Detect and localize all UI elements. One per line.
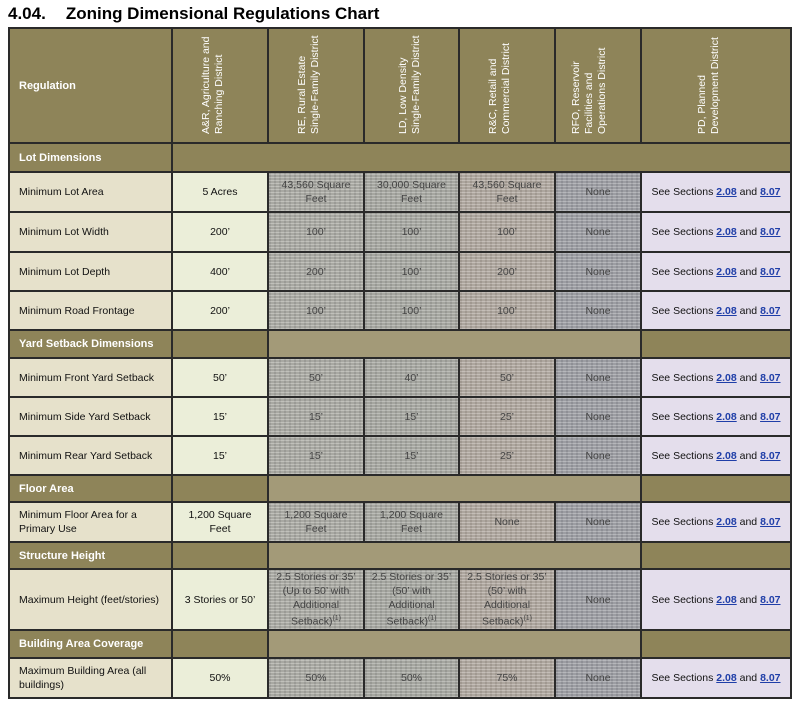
- row-label: Minimum Road Frontage: [9, 291, 172, 330]
- link-section-8-07[interactable]: 8.07: [760, 516, 781, 528]
- cell-rc: 100’: [459, 212, 555, 252]
- section-title-floor: Floor Area: [9, 475, 172, 502]
- section-title-yard: Yard Setback Dimensions: [9, 330, 172, 358]
- link-section-2-08[interactable]: 2.08: [716, 449, 737, 462]
- cell-ar: 1,200 Square Feet: [172, 502, 268, 542]
- cell-ld: 15’: [364, 397, 459, 436]
- link-section-8-07[interactable]: 8.07: [760, 265, 781, 278]
- row-label: Maximum Building Area (all buildings): [9, 658, 172, 698]
- cell-ar: 3 Stories or 50’: [172, 569, 268, 630]
- cell-pd: See Sections 2.08 and 8.07: [641, 252, 791, 291]
- link-section-2-08[interactable]: 2.08: [716, 410, 737, 423]
- link-section-8-07[interactable]: 8.07: [760, 449, 781, 462]
- cell-ar: 15’: [172, 436, 268, 475]
- cell-rfo: None: [555, 358, 641, 397]
- link-section-8-07[interactable]: 8.07: [760, 186, 781, 198]
- cell-rc: 25’: [459, 397, 555, 436]
- cell-rfo: None: [555, 658, 641, 698]
- cell-ar: 200’: [172, 291, 268, 330]
- section-row-lot: [9, 143, 791, 172]
- table-row: [9, 358, 791, 397]
- link-section-2-08[interactable]: 2.08: [716, 226, 737, 238]
- table-row: [9, 291, 791, 330]
- cell-rc: None: [459, 502, 555, 542]
- cell-pd: See Sections 2.08 and 8.07: [641, 212, 791, 252]
- table-row: [9, 569, 791, 630]
- cell-pd: See Sections 2.08 and 8.07: [641, 658, 791, 698]
- link-section-2-08[interactable]: 2.08: [716, 593, 737, 606]
- section-title-coverage: Building Area Coverage: [9, 630, 172, 658]
- section-row-coverage: [9, 630, 791, 658]
- link-section-2-08[interactable]: 2.08: [716, 186, 737, 198]
- row-label: Minimum Rear Yard Setback: [9, 436, 172, 475]
- link-section-2-08[interactable]: 2.08: [716, 516, 737, 528]
- cell-rc: 75%: [459, 658, 555, 698]
- cell-rc: 50’: [459, 358, 555, 397]
- cell-ar: 50’: [172, 358, 268, 397]
- section-title-height: Structure Height: [9, 542, 172, 569]
- page-title: [8, 2, 379, 26]
- cell-re: 100’: [268, 212, 364, 252]
- header-pd: PD, Planned Development District: [641, 28, 791, 143]
- cell-re: 2.5 Stories or 35’ (Up to 50’ with Additional Setback)$^{(1)}$: [268, 569, 364, 630]
- link-section-2-08[interactable]: 2.08: [716, 265, 737, 278]
- header-rc: R&C, Retail and Commercial District: [459, 28, 555, 143]
- table-row: [9, 397, 791, 436]
- table-row: [9, 172, 791, 212]
- cell-rfo: None: [555, 291, 641, 330]
- cell-rc: 25’: [459, 436, 555, 475]
- cell-re: 200’: [268, 252, 364, 291]
- cell-pd: See Sections 2.08 and 8.07: [641, 358, 791, 397]
- cell-ld: 100’: [364, 291, 459, 330]
- cell-pd: See Sections 2.08 and 8.07: [641, 502, 791, 542]
- cell-re: 50%: [268, 658, 364, 698]
- link-section-2-08[interactable]: 2.08: [716, 304, 737, 317]
- link-section-8-07[interactable]: 8.07: [760, 410, 781, 423]
- cell-ar: 400’: [172, 252, 268, 291]
- cell-ld: 100’: [364, 212, 459, 252]
- cell-rfo: None: [555, 172, 641, 212]
- row-label: Minimum Side Yard Setback: [9, 397, 172, 436]
- section-number: 4.04.: [8, 4, 46, 23]
- cell-rc: 2.5 Stories or 35’ (50’ with Additional Setback)$^{(1)}$: [459, 569, 555, 630]
- link-section-2-08[interactable]: 2.08: [716, 672, 737, 684]
- table-row: [9, 502, 791, 542]
- cell-rfo: None: [555, 502, 641, 542]
- section-row-yard: [9, 330, 791, 358]
- cell-rc: 100’: [459, 291, 555, 330]
- cell-ar: 200’: [172, 212, 268, 252]
- footnote-marker: (1): [523, 615, 532, 623]
- table-row: [9, 436, 791, 475]
- row-label: Minimum Lot Width: [9, 212, 172, 252]
- cell-rc: 43,560 Square Feet: [459, 172, 555, 212]
- link-section-8-07[interactable]: 8.07: [760, 226, 781, 238]
- link-section-2-08[interactable]: 2.08: [716, 371, 737, 384]
- section-title-lot: Lot Dimensions: [9, 143, 172, 172]
- cell-pd: See Sections 2.08 and 8.07: [641, 569, 791, 630]
- footnote-marker: (1): [427, 615, 437, 623]
- link-section-8-07[interactable]: 8.07: [760, 593, 781, 606]
- link-section-8-07[interactable]: 8.07: [760, 304, 781, 317]
- header-regulation: Regulation: [9, 28, 172, 143]
- cell-pd: See Sections 2.08 and 8.07: [641, 172, 791, 212]
- cell-ar: 15’: [172, 397, 268, 436]
- cell-pd: See Sections 2.08 and 8.07: [641, 436, 791, 475]
- cell-ld: 50%: [364, 658, 459, 698]
- cell-rfo: None: [555, 212, 641, 252]
- cell-ld: 40’: [364, 358, 459, 397]
- link-section-8-07[interactable]: 8.07: [760, 371, 781, 384]
- section-row-height: [9, 542, 791, 569]
- cell-re: 50’: [268, 358, 364, 397]
- cell-pd: See Sections 2.08 and 8.07: [641, 291, 791, 330]
- cell-rfo: None: [555, 252, 641, 291]
- cell-pd: See Sections 2.08 and 8.07: [641, 397, 791, 436]
- cell-ld: 15’: [364, 436, 459, 475]
- cell-ld: 30,000 Square Feet: [364, 172, 459, 212]
- header-ar: A&R, Agriculture and Ranching District: [172, 28, 268, 143]
- zoning-regulations-table: [8, 27, 792, 699]
- row-label: Minimum Front Yard Setback: [9, 358, 172, 397]
- row-label: Maximum Height (feet/stories): [9, 569, 172, 630]
- header-re: RE, Rural Estate Single-Family District: [268, 28, 364, 143]
- table-row: [9, 212, 791, 252]
- table-row: [9, 658, 791, 698]
- row-label: Minimum Lot Depth: [9, 252, 172, 291]
- footnote-marker: (1): [332, 615, 341, 623]
- section-row-floor: [9, 475, 791, 502]
- table-row: [9, 252, 791, 291]
- cell-ar: 50%: [172, 658, 268, 698]
- row-label: Minimum Floor Area for a Primary Use: [9, 502, 172, 542]
- header-row: [9, 28, 791, 143]
- cell-re: 100’: [268, 291, 364, 330]
- cell-re: 15’: [268, 397, 364, 436]
- cell-ar: 5 Acres: [172, 172, 268, 212]
- row-label: Minimum Lot Area: [9, 172, 172, 212]
- link-section-8-07[interactable]: 8.07: [760, 672, 781, 684]
- cell-ld: 2.5 Stories or 35’ (50’ with Additional Setback)$^{(1)}$: [364, 569, 459, 630]
- cell-re: 1,200 Square Feet: [268, 502, 364, 542]
- cell-re: 15’: [268, 436, 364, 475]
- header-rfo: RFO, Reservoir Facilities and Operations District: [555, 28, 641, 143]
- cell-rfo: None: [555, 436, 641, 475]
- cell-rc: 200’: [459, 252, 555, 291]
- cell-ld: 1,200 Square Feet: [364, 502, 459, 542]
- cell-rfo: None: [555, 397, 641, 436]
- cell-re: 43,560 Square Feet: [268, 172, 364, 212]
- section-title: Zoning Dimensional Regulations Chart: [65, 4, 380, 23]
- cell-ld: 100’: [364, 252, 459, 291]
- cell-rfo: None: [555, 569, 641, 630]
- header-ld: LD, Low Density Single-Family District: [364, 28, 459, 143]
